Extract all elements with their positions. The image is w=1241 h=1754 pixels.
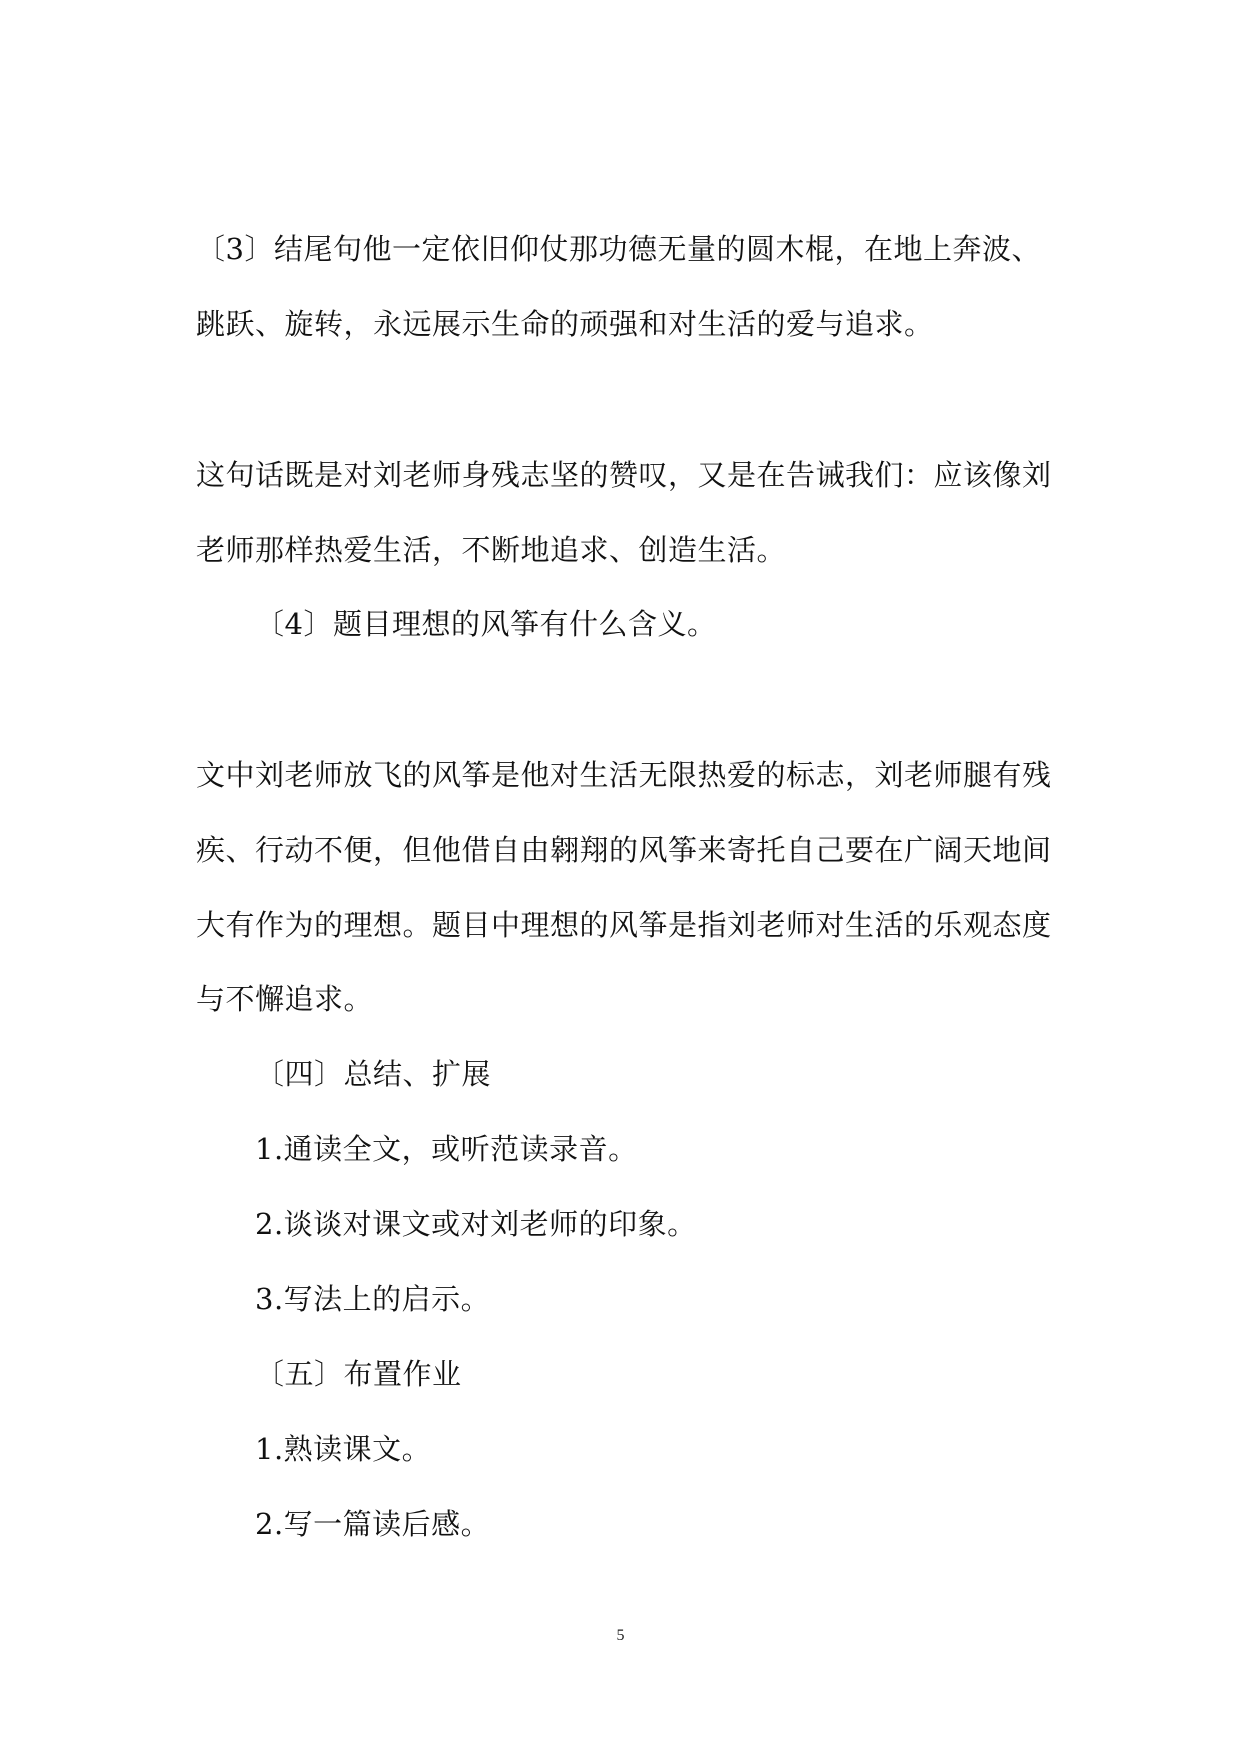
paragraph-line: 文中刘老师放飞的风筝是他对生活无限热爱的标志，刘老师腿有残 xyxy=(196,758,1052,792)
paragraph-line: 老师那样热爱生活，不断地追求、创造生活。 xyxy=(196,533,787,567)
paragraph-line: 与不懈追求。 xyxy=(196,982,374,1016)
paragraph-line: 疾、行动不便，但他借自由翱翔的风筝来寄托自己要在广阔天地间 xyxy=(196,833,1052,867)
list-item: 1.通读全文，或听范读录音。 xyxy=(255,1132,638,1166)
list-item: 2.写一篇读后感。 xyxy=(255,1507,491,1541)
paragraph-line: 大有作为的理想。题目中理想的风筝是指刘老师对生活的乐观态度 xyxy=(196,908,1052,942)
list-item: 3.写法上的启示。 xyxy=(255,1282,491,1316)
question-heading: 〔4〕题目理想的风筝有什么含义。 xyxy=(255,607,717,641)
section-heading: 〔四〕总结、扩展 xyxy=(255,1057,492,1091)
paragraph-line: 这句话既是对刘老师身残志坚的赞叹，又是在告诫我们：应该像刘 xyxy=(196,458,1052,492)
list-item: 2.谈谈对课文或对刘老师的印象。 xyxy=(255,1207,697,1241)
paragraph-line: 跳跃、旋转，永远展示生命的顽强和对生活的爱与追求。 xyxy=(196,307,934,341)
section-heading: 〔五〕布置作业 xyxy=(255,1357,462,1391)
page-number: 5 xyxy=(616,1627,625,1644)
list-item: 1.熟读课文。 xyxy=(255,1432,432,1466)
paragraph-line: 〔3〕结尾句他一定依旧仰仗那功德无量的圆木棍，在地上奔波、 xyxy=(196,232,1041,266)
